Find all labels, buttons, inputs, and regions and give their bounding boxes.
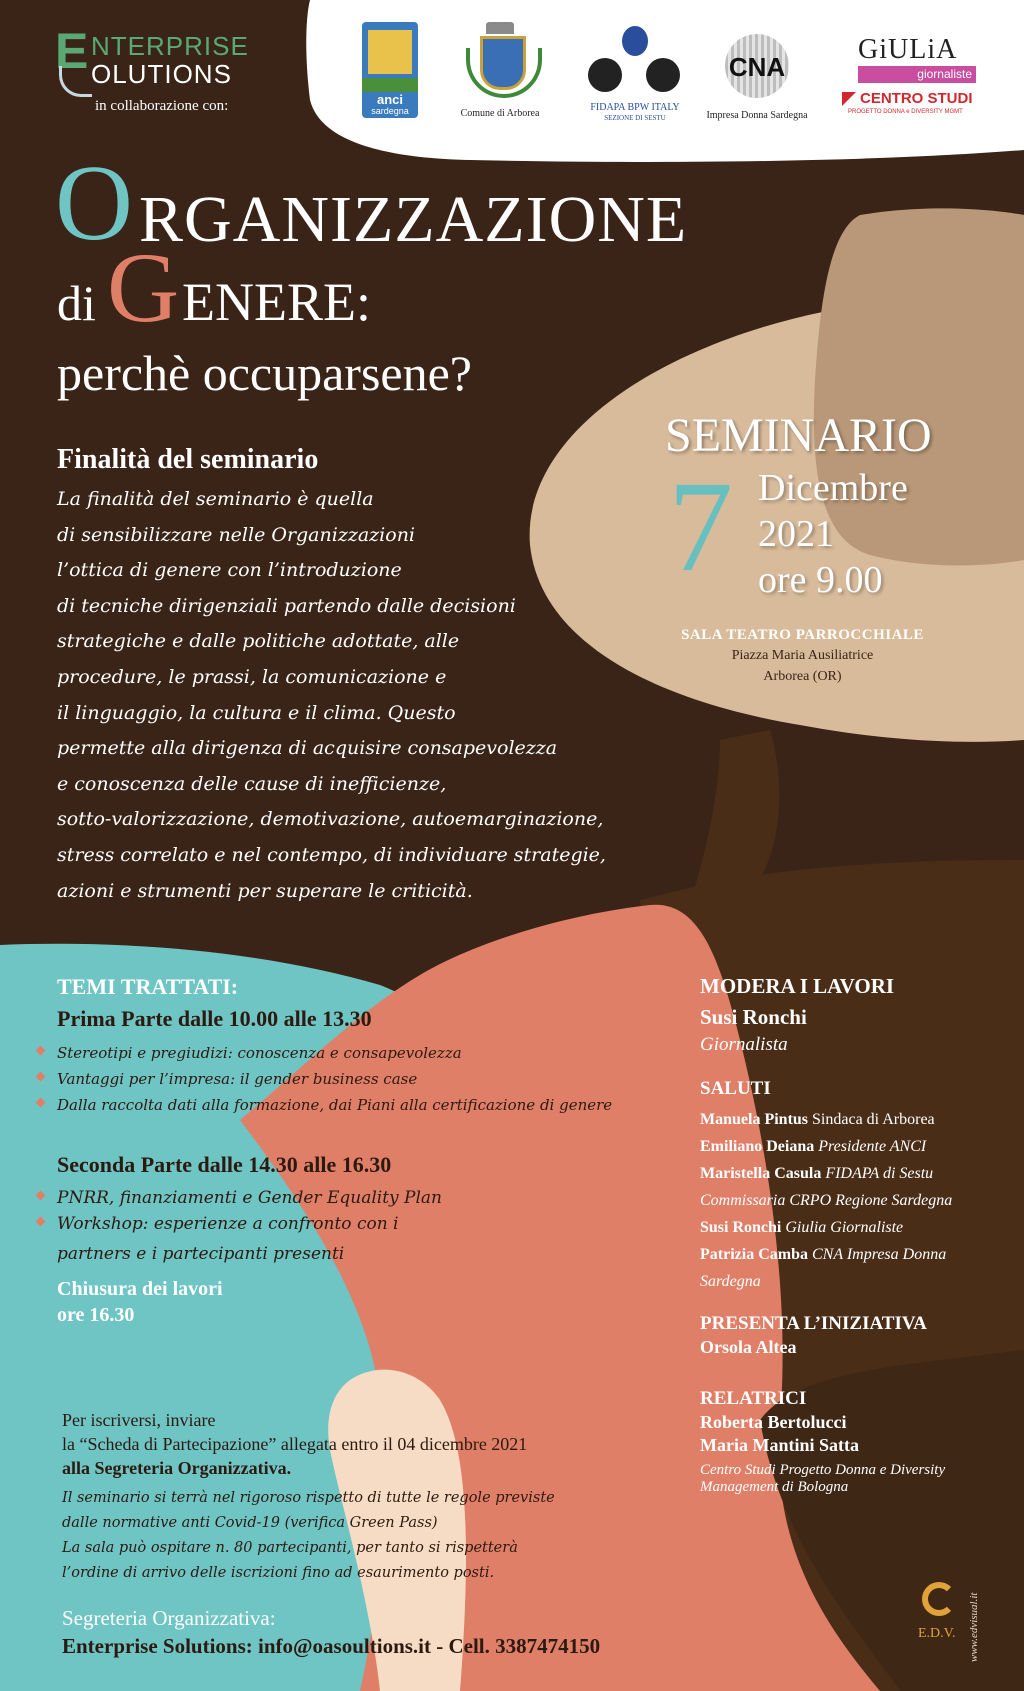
fidapa-logo (580, 20, 690, 124)
centro-studi-mark-icon (842, 92, 856, 106)
edv-logo (918, 1582, 962, 1662)
list-item: Stereotipi e pregiudizi: conoscenza e consapevolezza (35, 1040, 612, 1066)
speaker-name: Maria Mantini Satta (700, 1435, 859, 1455)
giulia-subtext: giornaliste (858, 66, 976, 83)
greeting-role: Commissaria CRPO Regione Sardegna (700, 1192, 953, 1209)
speakers-org: Centro Studi Progetto Donna e Diversity (700, 1462, 946, 1478)
part1-list (35, 1040, 612, 1118)
comune-arborea-logo (440, 18, 560, 122)
title-line2: ENERE: (182, 272, 371, 332)
greeting-row (700, 1241, 1010, 1268)
swirl-icon (922, 1582, 956, 1616)
topics-heading: TEMI TRATTATI: (57, 974, 239, 999)
greetings-list (700, 1106, 1010, 1295)
part2-title: Seconda Parte dalle 14.30 alle 16.30 (57, 1152, 392, 1177)
greeting-row (700, 1214, 1010, 1241)
list-item: Workshop: esperienze a confronto con i (35, 1211, 442, 1237)
note-line: l’ordine di arrivo delle iscrizioni fino ad esaurimento posti. (62, 1565, 495, 1581)
greeting-role: Presidente ANCI (814, 1138, 927, 1155)
purpose-line: di tecniche dirigenziali partendo dalle decisioni (57, 594, 516, 617)
page-title (55, 144, 815, 401)
anci-subtext: sardegna (371, 106, 409, 116)
moderator-heading: MODERA I LAVORI (700, 974, 895, 998)
greeting-role: Sindaca di Arborea (808, 1111, 935, 1128)
purpose-line: azioni e strumenti per superare le criticità. (57, 879, 473, 902)
anci-logo (362, 22, 418, 118)
registration-notes (62, 1486, 555, 1586)
greeting-role: Giulia Giornaliste (781, 1219, 904, 1236)
purpose-line: di sensibilizzare nelle Organizzazioni (57, 523, 416, 546)
secretariat-label: Segreteria Organizzativa: (62, 1606, 276, 1630)
seminar-label: SEMINARIO (665, 409, 932, 462)
figure-icon (622, 26, 648, 56)
moderator-name: Susi Ronchi (700, 1005, 807, 1029)
registration-line1: Per iscriversi, inviare (62, 1410, 216, 1430)
greeting-name: Emiliano Deiana (700, 1138, 815, 1155)
title-line1: RGANIZZAZIONE (139, 183, 688, 256)
present-name: Orsola Altea (700, 1337, 797, 1357)
greetings-heading: SALUTI (700, 1078, 771, 1099)
greeting-row (700, 1268, 1010, 1295)
title-line3: perchè occuparsene? (57, 345, 472, 401)
list-item: Dalla raccolta dati alla formazione, dai Piani alla certificazione di genere (35, 1092, 612, 1118)
event-month: Dicembre (758, 467, 908, 509)
greeting-name: Manuela Pintus (700, 1111, 809, 1128)
part2-continuation: partners e i partecipanti presenti (57, 1244, 345, 1264)
globe-icon (588, 58, 622, 92)
list-item: PNRR, finanziamenti e Gender Equality Plan (35, 1185, 442, 1211)
giulia-logo (842, 34, 1002, 124)
program-column (700, 974, 1010, 1496)
greeting-row (700, 1106, 1010, 1133)
edv-site: www.edvisual.it (968, 1592, 980, 1662)
fidapa-subcaption: SEZIONE DI SESTU (604, 114, 666, 122)
closing-label: Chiusura dei lavori (57, 1278, 223, 1300)
event-time: ore 9.00 (758, 559, 883, 601)
present-heading: PRESENTA L’INIZIATIVA (700, 1313, 927, 1334)
giulia-text: GiULiA (858, 34, 958, 65)
greeting-row (700, 1187, 1010, 1214)
event-address2: Arborea (OR) (763, 669, 842, 684)
edv-text: E.D.V. (918, 1626, 956, 1641)
greeting-name: Patrizia Camba (700, 1246, 808, 1263)
note-line: dalle normative anti Covid-19 (verifica Green Pass) (62, 1515, 438, 1531)
event-address1: Piazza Maria Ausiliatrice (731, 648, 874, 663)
secretariat-contact: Enterprise Solutions: info@oasoultions.it - Cell. 3387474150 (62, 1634, 601, 1658)
logo-line2: OLUTIONS (91, 59, 232, 89)
closing-time: ore 16.30 (57, 1304, 135, 1326)
enterprise-solutions-logo (55, 22, 295, 92)
crown-icon (486, 22, 514, 34)
centro-studi-subtext: PROGETTO DONNA e DIVERSITY MGMT (848, 109, 963, 115)
note-line: La sala può ospitare n. 80 partecipanti, per tanto si rispetterà (62, 1540, 518, 1556)
globe-icon-2 (646, 58, 680, 92)
cna-logo (692, 20, 822, 124)
greeting-row (700, 1160, 1010, 1187)
event-venue: SALA TEATRO PARROCCHIALE (681, 627, 924, 643)
purpose-line: permette alla dirigenza di acquisire consapevolezza (57, 737, 558, 760)
comune-caption: Comune di Arborea (460, 108, 540, 119)
greeting-name: Maristella Casula (700, 1165, 822, 1182)
event-day: 7 (668, 455, 733, 599)
registration-line3: alla Segreteria Organizzativa. (62, 1458, 292, 1478)
note-line: Il seminario si terrà nel rigoroso rispetto di tutte le regole previste (62, 1490, 555, 1506)
purpose-line: l’ottica di genere con l’introduzione (57, 559, 402, 582)
purpose-line: e conoscenza delle cause di inefficienze, (57, 772, 447, 795)
title-initial-o: O (55, 144, 133, 263)
registration-line2: la “Scheda di Partecipazione” allegata entro il 04 dicembre 2021 (62, 1434, 528, 1454)
greeting-role: CNA Impresa Donna (807, 1246, 947, 1263)
purpose-text (57, 482, 606, 909)
cna-text: CNA (728, 52, 786, 82)
greeting-role: FIDAPA di Sestu (821, 1165, 934, 1182)
list-item: Vantaggi per l’impresa: il gender business case (35, 1066, 612, 1092)
speakers-org: Management di Bologna (700, 1479, 849, 1495)
logo-letter: E (55, 23, 89, 79)
part2-list (35, 1185, 442, 1237)
greeting-role: Sardegna (700, 1273, 761, 1290)
collaboration-label: in collaborazione con: (95, 98, 229, 114)
centro-studi-text: CENTRO STUDI (860, 90, 973, 107)
purpose-line: sotto-valorizzazione, demotivazione, autoemarginazione, (57, 808, 604, 831)
anci-text: anci (376, 92, 403, 107)
purpose-line: procedure, le prassi, la comunicazione e (57, 665, 447, 688)
fidapa-caption: FIDAPA BPW ITALY (590, 102, 680, 113)
title-di: di (57, 275, 96, 331)
greeting-name: Susi Ronchi (700, 1219, 782, 1236)
moderator-role: Giornalista (700, 1034, 788, 1055)
purpose-heading: Finalità del seminario (57, 444, 319, 475)
logo-line1: NTERPRISE (91, 31, 249, 61)
title-initial-g: G (107, 232, 180, 343)
part1-title: Prima Parte dalle 10.00 alle 13.30 (57, 1006, 372, 1031)
speaker-name: Roberta Bertolucci (700, 1412, 847, 1432)
event-year: 2021 (758, 513, 834, 555)
cna-caption: Impresa Donna Sardegna (706, 110, 808, 121)
speakers-heading: RELATRICI (700, 1388, 807, 1409)
laurel-icon (466, 48, 542, 98)
purpose-line: La finalità del seminario è quella (57, 488, 374, 510)
purpose-line: stress correlato e nel contempo, di individuare strategie, (57, 843, 606, 866)
greeting-row (700, 1133, 1010, 1160)
purpose-line: strategiche e dalle politiche adottate, alle (57, 630, 460, 653)
purpose-line: il linguaggio, la cultura e il clima. Questo (57, 701, 456, 724)
